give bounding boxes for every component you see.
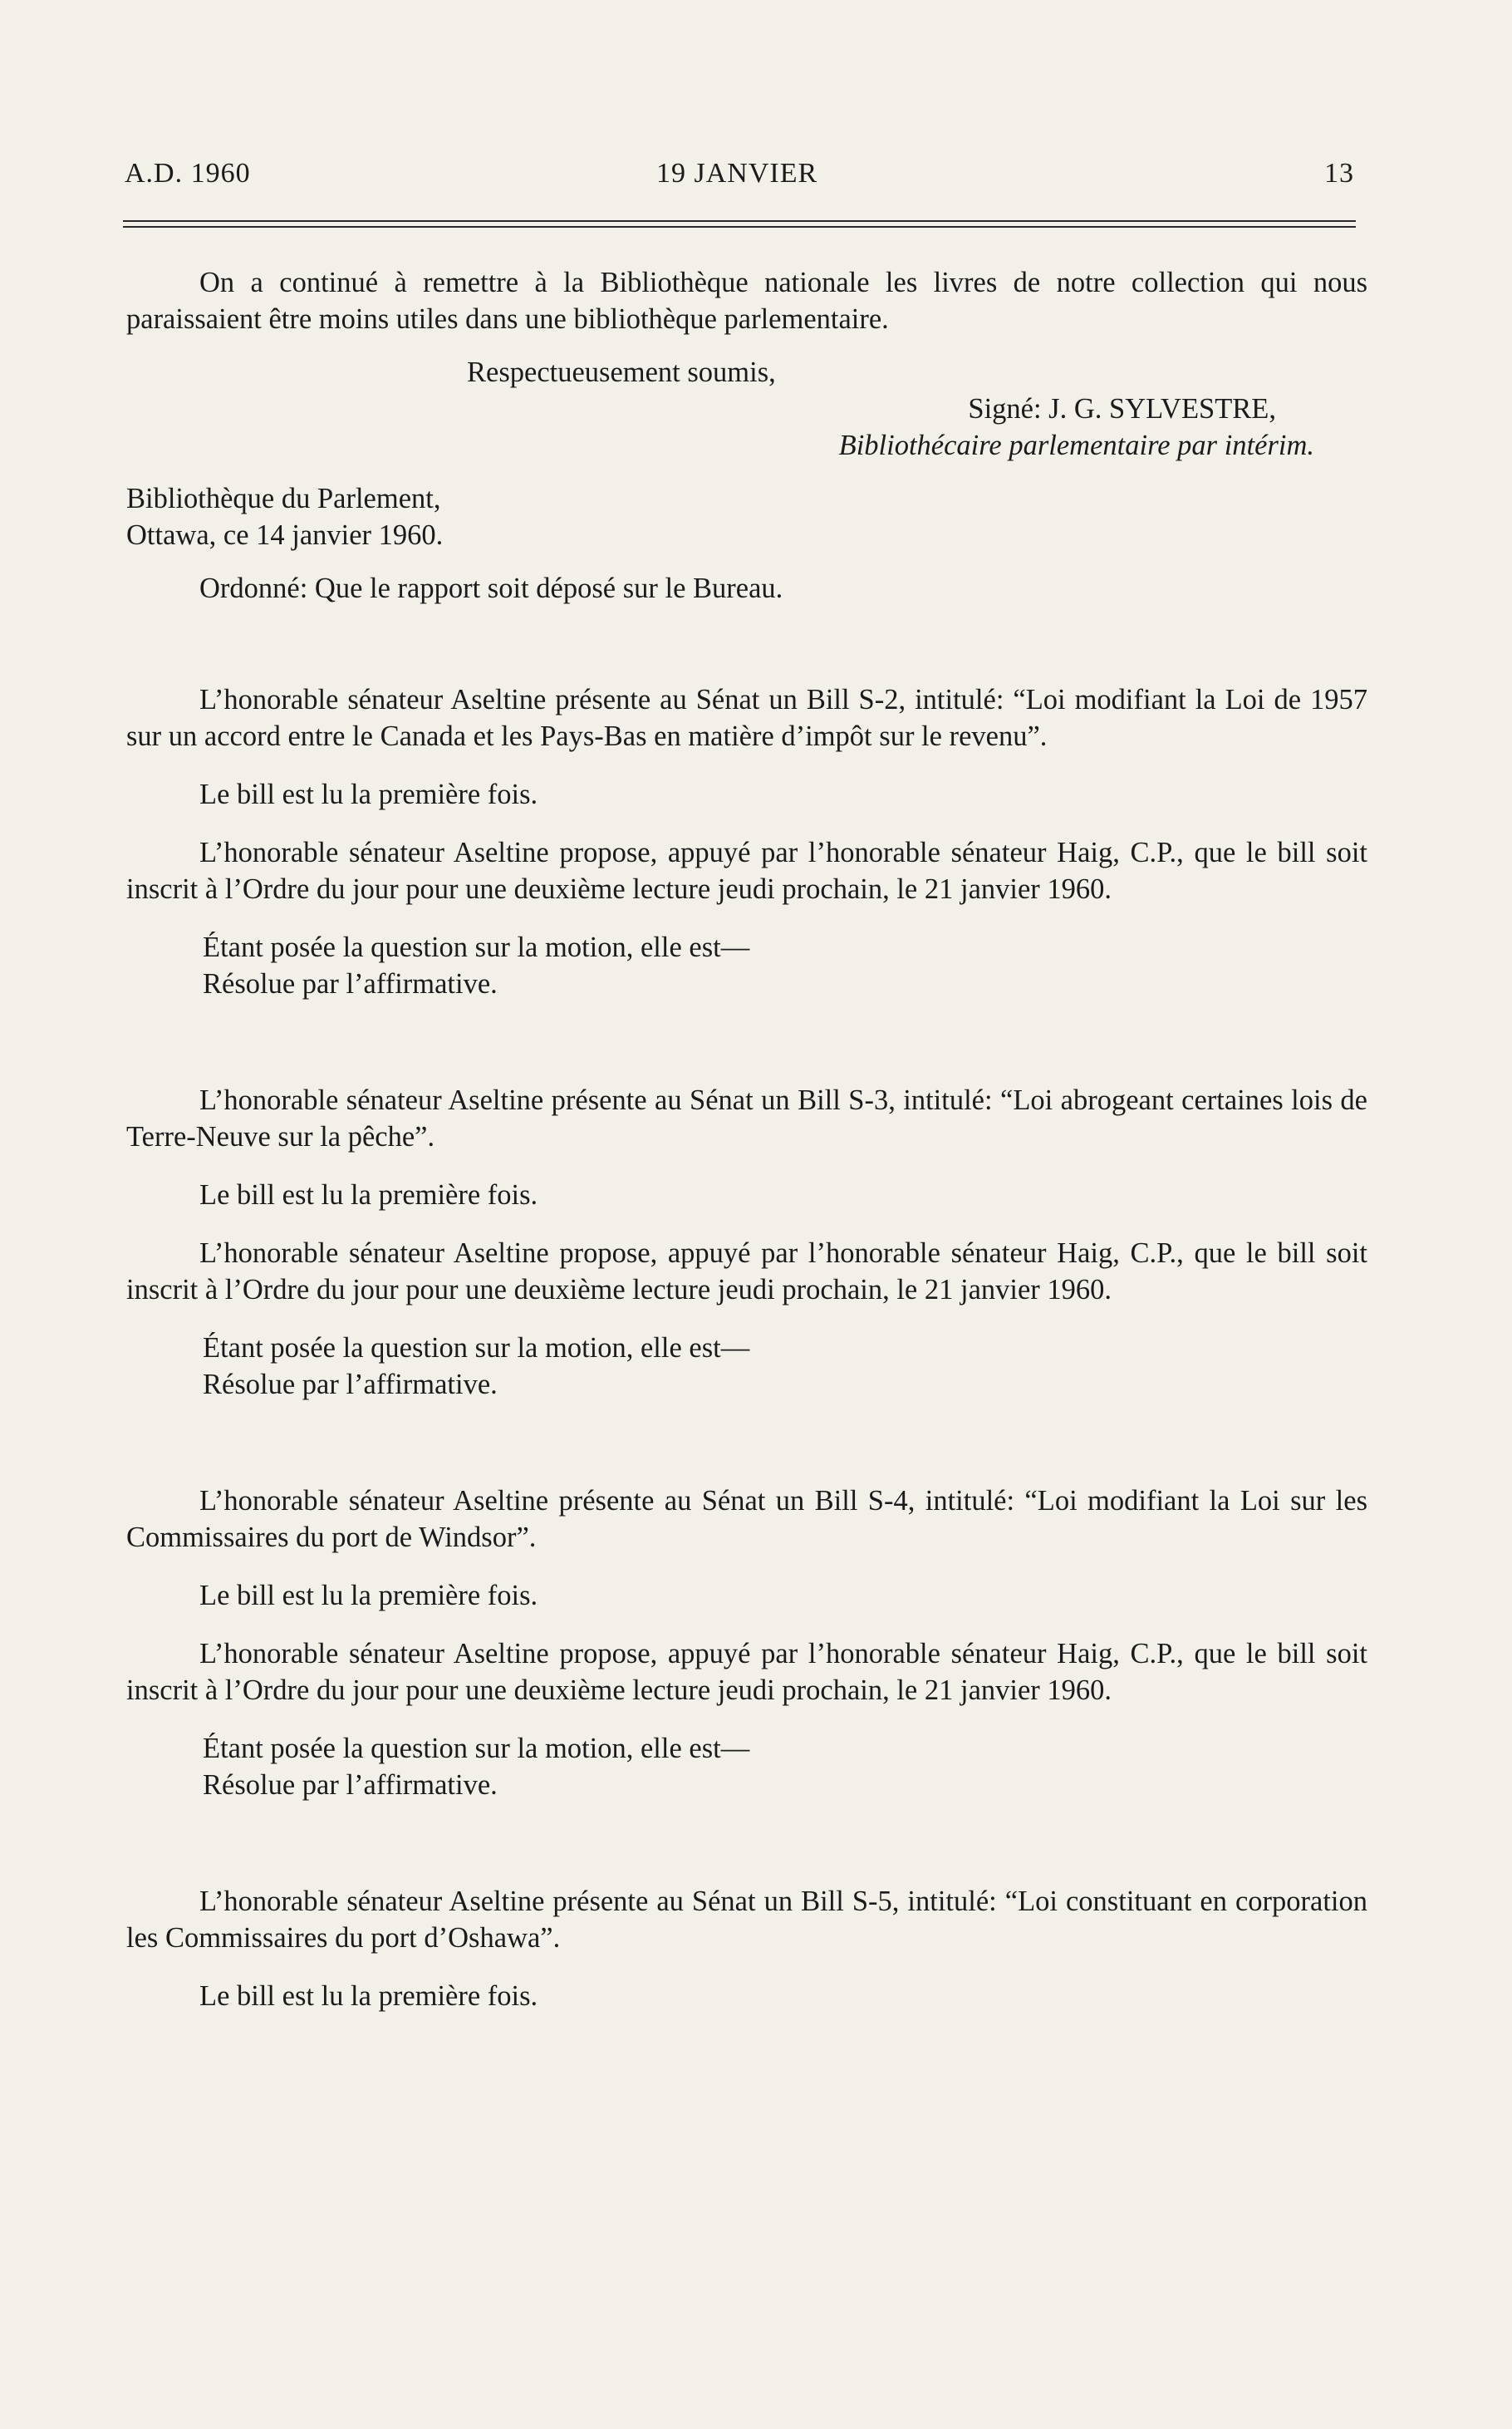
document-body [126,264,1367,2014]
resolution-line: Résolue par l’affirmative. [203,1369,498,1400]
first-reading: Le bill est lu la première fois. [199,779,538,810]
question-line: Étant posée la question sur la motion, elle est— [203,1332,750,1364]
bill-presentation: L’honorable sénateur Aseltine présente au Sénat un Bill S-5, intitulé: “Loi constituant en corporation les Commissaires du port d’Oshawa”. [126,1886,1367,1954]
first-reading: Le bill est lu la première fois. [199,1980,538,2012]
order-line: Ordonné: Que le rapport soit déposé sur le Bureau. [199,573,783,604]
second-reading-motion: L’honorable sénateur Aseltine propose, appuyé par l’honorable sénateur Haig, C.P., que le bill soit inscrit à l’Ordre du jour pour une deuxième lecture jeudi prochain, le 21 janvier 1960. [126,837,1367,905]
signature-line: Signé: J. G. SYLVESTRE, [968,393,1276,425]
second-reading-motion: L’honorable sénateur Aseltine propose, appuyé par l’honorable sénateur Haig, C.P., que le bill soit inscrit à l’Ordre du jour pour une deuxième lecture jeudi prochain, le 21 janvier 1960. [126,1237,1367,1305]
date-line: Ottawa, ce 14 janvier 1960. [126,519,444,551]
question-line: Étant posée la question sur la motion, elle est— [203,1733,750,1764]
signatory-title: Bibliothécaire parlementaire par intérim. [838,430,1314,461]
bill-presentation: L’honorable sénateur Aseltine présente au Sénat un Bill S-3, intitulé: “Loi abrogeant certaines lois de Terre-Neuve sur la pêche”. [126,1084,1367,1153]
question-line: Étant posée la question sur la motion, elle est— [203,932,750,963]
header-rule-bottom [123,226,1356,228]
closing-line: Respectueusement soumis, [467,356,776,388]
bill-presentation: L’honorable sénateur Aseltine présente au Sénat un Bill S-2, intitulé: “Loi modifiant la Loi de 1957 sur un accord entre le Canada et les Pays-Bas en matière d’impôt sur le revenu”. [126,684,1367,752]
second-reading-motion: L’honorable sénateur Aseltine propose, appuyé par l’honorable sénateur Haig, C.P., que le bill soit inscrit à l’Ordre du jour pour une deuxième lecture jeudi prochain, le 21 janvier 1960. [126,1638,1367,1706]
intro-paragraph: On a continué à remettre à la Bibliothèque nationale les livres de notre collection qui nous paraissaient être moins utiles dans une bibliothèque parlementaire. [126,267,1367,335]
place-line: Bibliothèque du Parlement, [126,483,441,514]
resolution-line: Résolue par l’affirmative. [203,968,498,1000]
first-reading: Le bill est lu la première fois. [199,1179,538,1211]
running-header [125,158,1354,199]
resolution-line: Résolue par l’affirmative. [203,1769,498,1801]
header-date: 19 JANVIER [656,158,818,189]
header-rule-top [123,220,1356,222]
page-number: 13 [1324,158,1354,189]
header-year: A.D. 1960 [125,158,251,189]
first-reading: Le bill est lu la première fois. [199,1580,538,1611]
bill-presentation: L’honorable sénateur Aseltine présente au Sénat un Bill S-4, intitulé: “Loi modifiant la Loi sur les Commissaires du port de Windsor”. [126,1485,1367,1553]
